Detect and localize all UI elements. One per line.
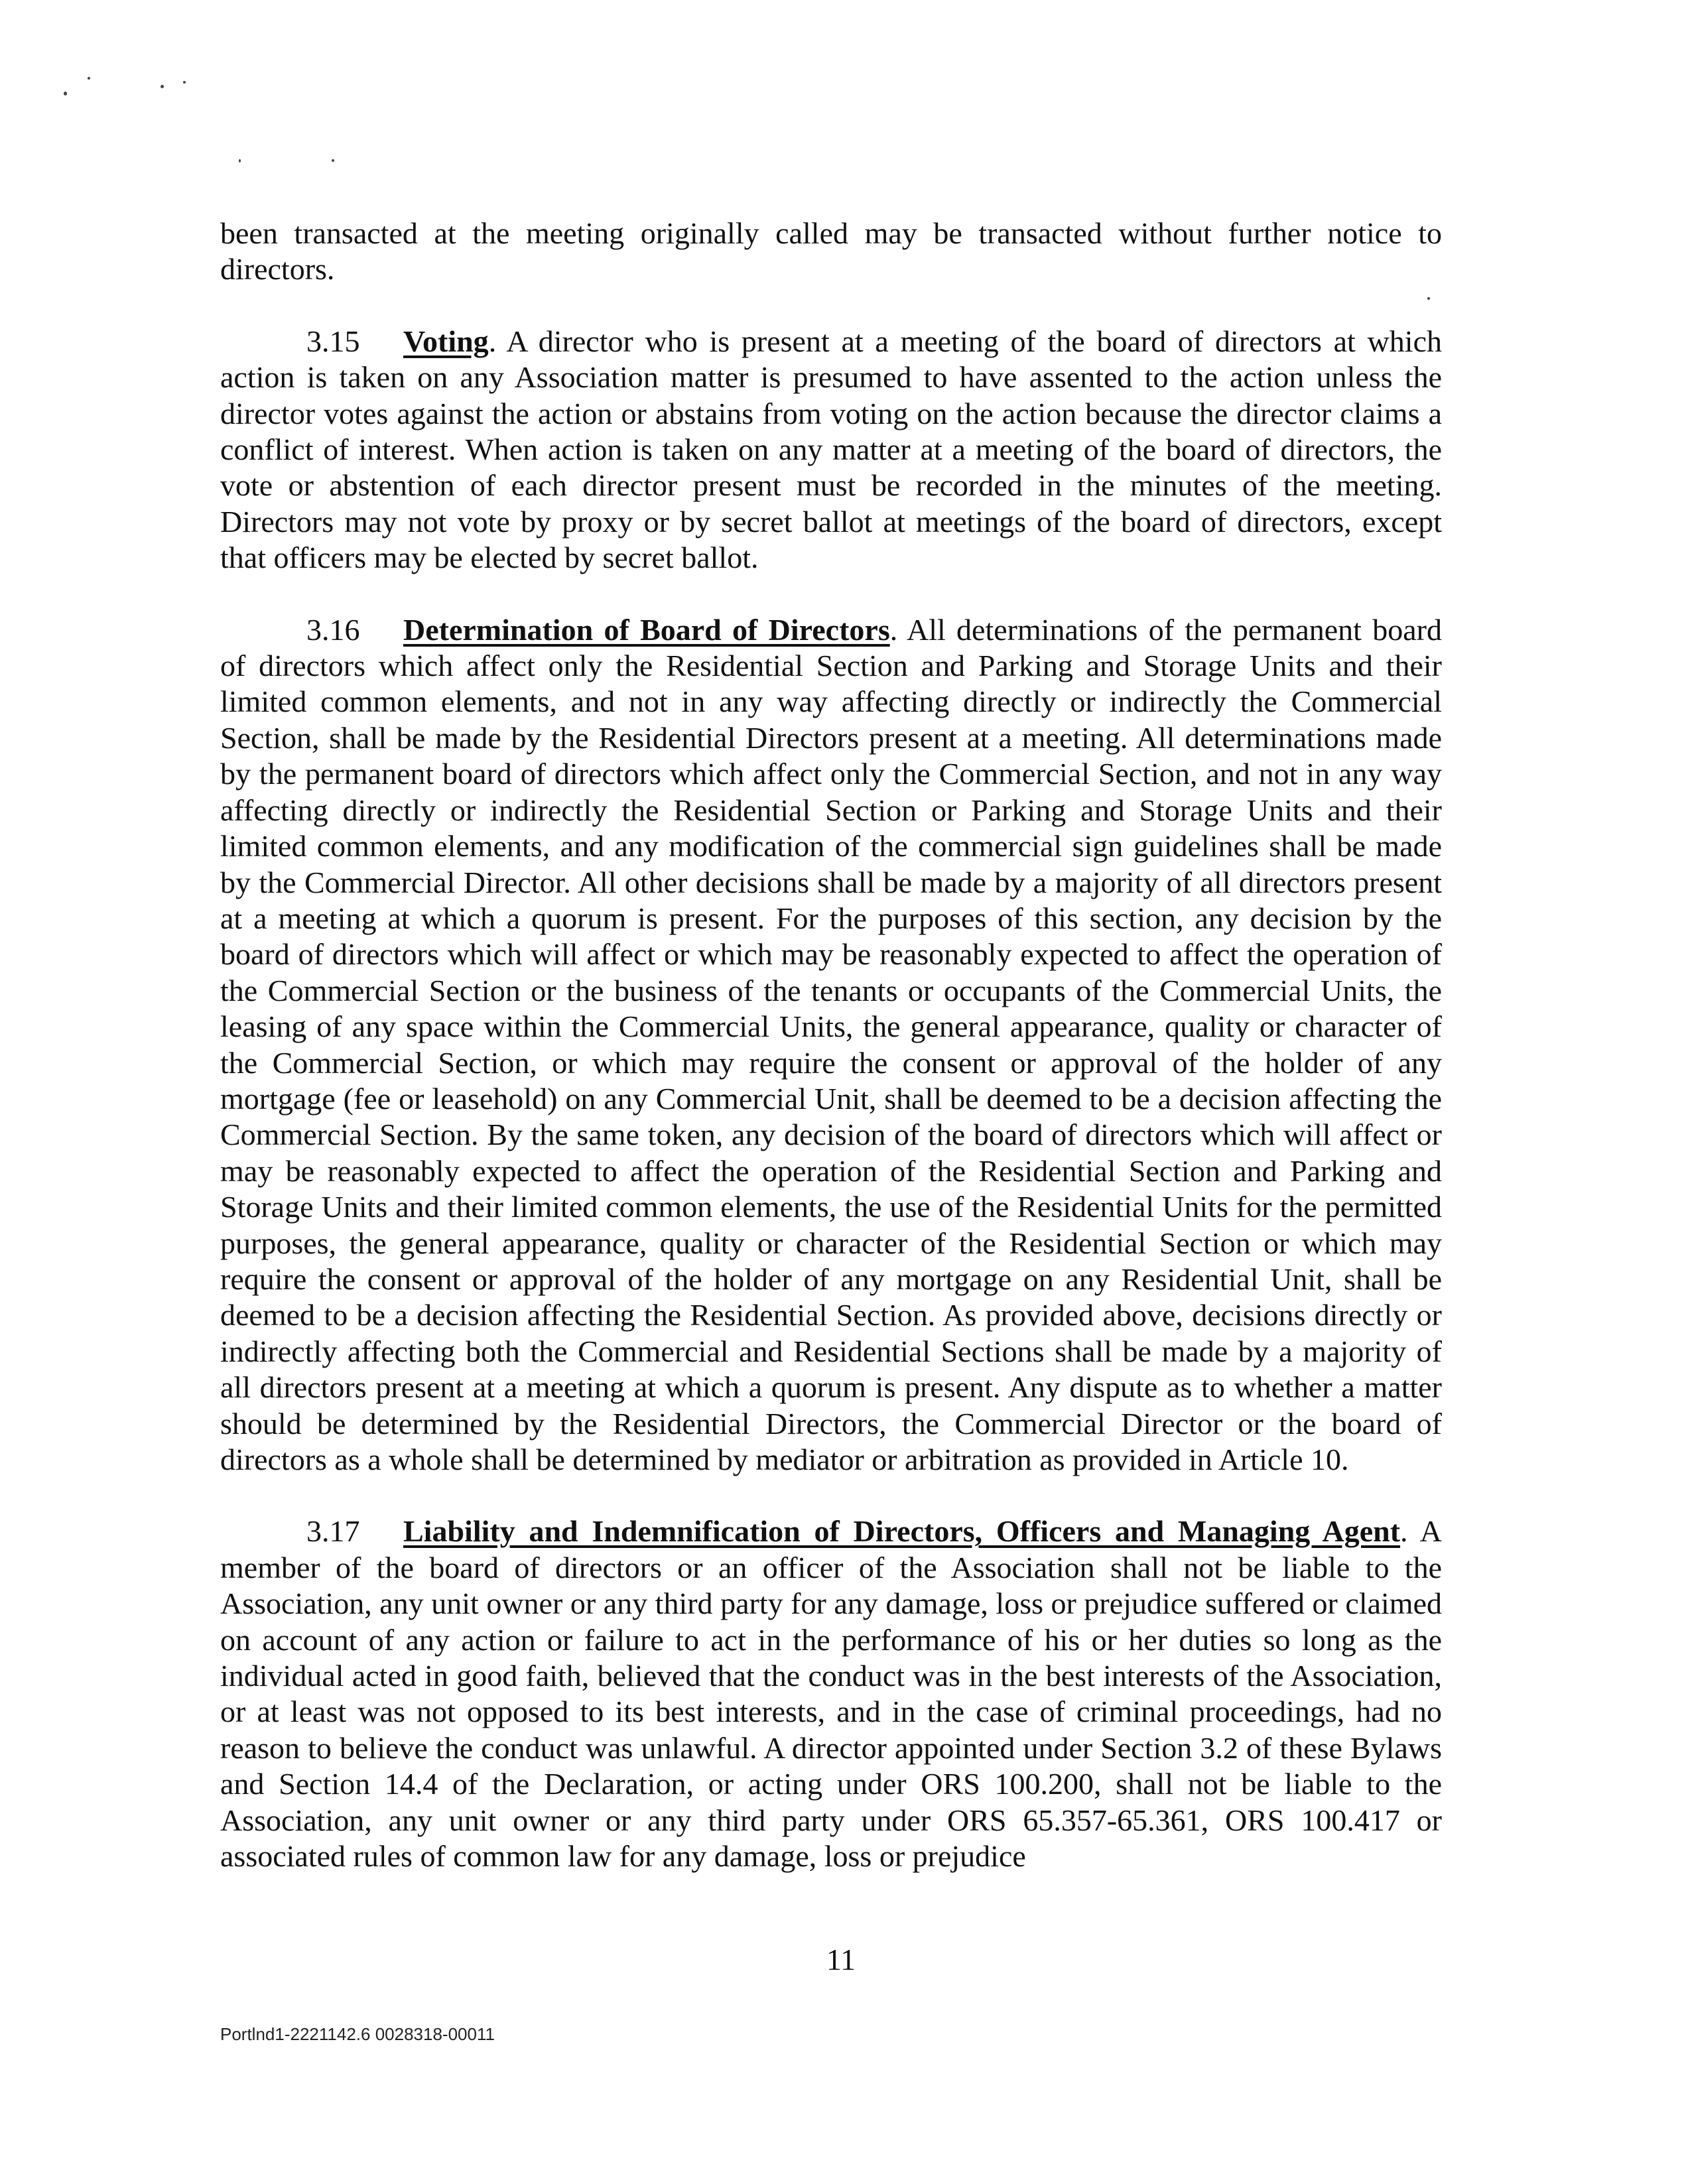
section-heading: Liability and Indemnification of Directors, Officers and Managing Agent (403, 1514, 1401, 1549)
section-heading: Determination of Board of Directors (403, 612, 890, 647)
scan-speck (332, 159, 334, 162)
scan-speck (88, 77, 90, 80)
continuation-paragraph: been transacted at the meeting originally called may be transacted without further notice to directors. (220, 216, 1442, 287)
scan-speck (183, 81, 186, 84)
section-text: . A director who is present at a meeting of the board of directors at which action is taken on any Association matter is presumed to have assented to the action unless the director votes against the action or abstains from voting on the action because the director claims a conflict of interest. When action is taken on any matter at a meeting of the board of directors, the vote or abstention of each director present must be recorded in the minutes of the meeting. Directors may not vote by proxy or by secret ballot at meetings of the board of directors, except that officers may be elected by secret ballot. (220, 324, 1442, 575)
document-id-footer: Portlnd1-2221142.6 0028318-00011 (220, 2024, 495, 2044)
section-number: 3.15 (306, 324, 360, 358)
scan-speck (161, 85, 164, 88)
page-number: 11 (826, 1943, 856, 1976)
section-text: . A member of the board of directors or an officer of the Association shall not be liable to the Association, any unit owner or any third party for any damage, loss or prejudice suffered or claimed on account of any action or failure to act in the performance of his or her duties so long as the individual acted in good faith, believed that the conduct was in the best interests of the Association, or at least was not opposed to its best interests, and in the case of criminal proceedings, had no reason to believe the conduct was unlawful. A director appointed under Section 3.2 of these Bylaws and Section 14.4 of the Declaration, or acting under ORS 100.200, shall not be liable to the Association, any unit owner or any third party under ORS 65.357-65.361, ORS 100.417 or associated rules of common law for any damage, loss or prejudice (220, 1514, 1442, 1874)
scan-speck (64, 92, 67, 96)
section-number: 3.16 (306, 612, 360, 647)
section-text: . All determinations of the permanent board of directors which affect only the Residential Section and Parking and Storage Units and their limited common elements, and not in any way affecting directly or indirectly the Commercial Section, shall be made by the Residential Directors present at a meeting. All determinations made by the permanent board of directors which affect only the Commercial Section, and not in any way affecting directly or indirectly the Residential Section or Parking and Storage Units and their limited common elements, and any modification of the commercial sign guidelines shall be made by the Commercial Director. All other decisions shall be made by a majority of all directors present at a meeting at which a quorum is present. For the purposes of this section, any decision by the board of directors which will affect or which may be reasonably expected to affect the operation of the Commercial Section or the business of the tenants or occupants of the Commercial Units, the leasing of any space within the Commercial Units, the general appearance, quality or character of the Commercial Section, or which may require the consent or approval of the holder of any mortgage (fee or leasehold) on any Commercial Unit, shall be deemed to be a decision affecting the Commercial Section. By the same token, any decision of the board of directors which will affect or may be reasonably expected to affect the operation of the Residential Section and Parking and Storage Units and their limited common elements, the use of the Residential Units for the permitted purposes, the general appearance, quality or character of the Residential Section or which may require the consent or approval of the holder of any mortgage on any Residential Unit, shall be deemed to be a decision affecting the Residential Section. As provided above, decisions directly or indirectly affecting both the Commercial and Residential Sections shall be made by a majority of all directors present at a meeting at which a quorum is present. Any dispute as to whether a matter should be determined by the Residential Directors, the Commercial Director or the board of directors as a whole shall be determined by mediator or arbitration as provided in Article 10. (220, 612, 1442, 1476)
scan-speck (239, 159, 241, 162)
document-body (220, 216, 1442, 1910)
section-3-15 (220, 324, 1442, 576)
section-3-16 (220, 612, 1442, 1478)
section-heading: Voting (403, 324, 489, 358)
section-number: 3.17 (306, 1514, 360, 1549)
section-3-17 (220, 1513, 1442, 1874)
